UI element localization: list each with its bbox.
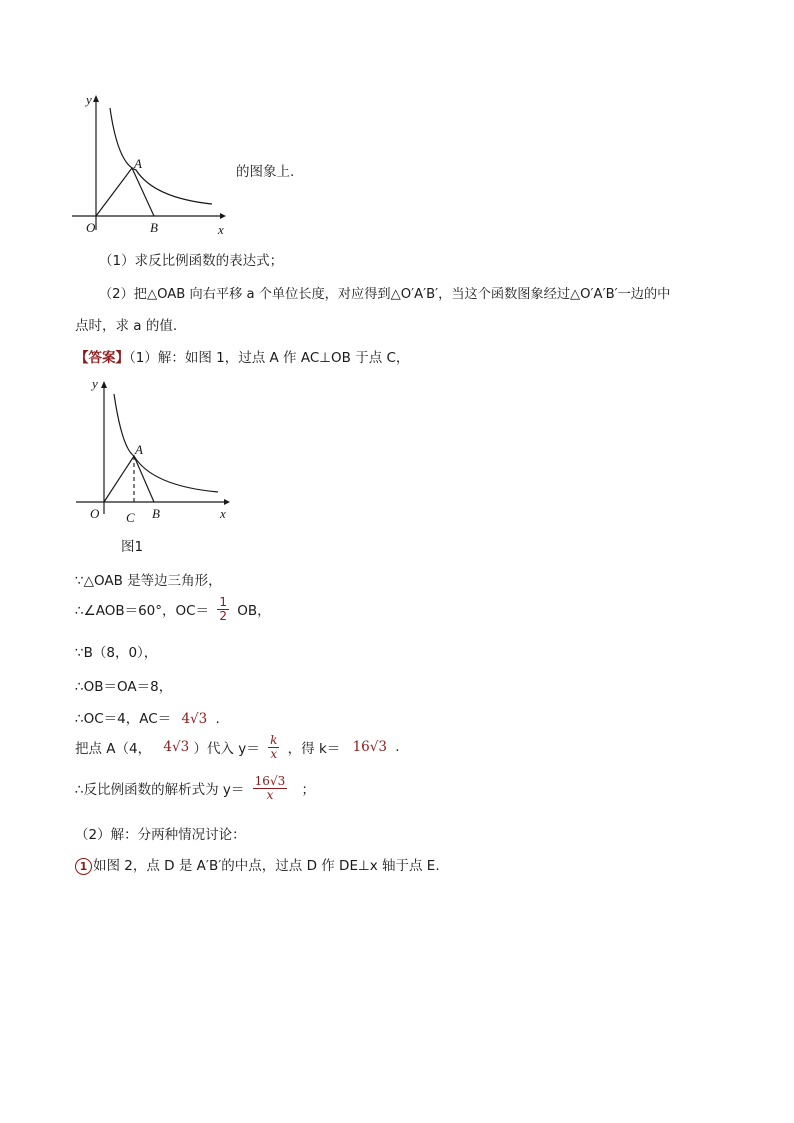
y-axis-arrow: [93, 95, 99, 102]
figure2-caption: 图1: [121, 539, 144, 555]
answer-line: [75, 346, 409, 366]
figure1-tail-text: 的图象上.: [236, 164, 295, 180]
y-axis-arrow: [101, 381, 107, 388]
question-1: （1）求反比例函数的表达式；: [99, 253, 284, 269]
label-c: C: [126, 510, 135, 524]
label-x: x: [220, 506, 226, 521]
frac-den: x: [270, 746, 278, 761]
frac-num: 1: [219, 595, 227, 609]
frac-den: x: [266, 787, 274, 802]
answer-tag: 【答案】: [75, 350, 129, 366]
sol-6-value: 4√3: [163, 739, 190, 756]
sol-5-pre: ∴OC＝4，AC＝: [75, 711, 172, 727]
frac-den: 2: [219, 608, 227, 623]
label-b: B: [150, 220, 158, 235]
figure-2: [68, 374, 238, 524]
sol-6-k: 16√3: [352, 739, 387, 756]
frac-16root3-over-x: [253, 775, 288, 801]
sol-line-2: [75, 596, 271, 622]
frac-one-half: [217, 596, 229, 622]
sol-line-4: ∴OB＝OA＝8，: [75, 679, 173, 695]
sol-7-pre: ∴反比例函数的解析式为 y＝: [75, 782, 245, 799]
triangle-oab: [104, 456, 154, 502]
label-a: A: [134, 156, 142, 171]
sol-5-value: 4√3: [181, 711, 208, 727]
label-a: A: [135, 442, 143, 457]
sol-6-mid2: ，得 k＝: [287, 741, 341, 758]
figure-1: [62, 86, 232, 238]
label-y: y: [86, 92, 92, 107]
label-x: x: [218, 222, 224, 237]
triangle-oab: [96, 168, 154, 216]
label-y: y: [92, 376, 98, 391]
frac-num: k: [270, 733, 278, 747]
hyperbola-curve: [114, 394, 218, 492]
x-axis-arrow: [220, 213, 226, 219]
sol-line-7: [75, 775, 315, 801]
question-2-line2: 点时，求 a 的值.: [75, 318, 178, 334]
frac-num: 16√3: [254, 774, 286, 788]
sol-2-pre: ∴∠AOB＝60°，OC＝: [75, 603, 210, 620]
x-axis-arrow: [224, 499, 230, 505]
label-o: O: [90, 506, 100, 521]
sol-6-pre: 把点 A（4，: [75, 741, 152, 758]
sol-2-post: OB，: [237, 603, 271, 620]
sol-7-post: ；: [301, 782, 316, 799]
label-b: B: [152, 506, 160, 521]
sol-line-5: [75, 707, 220, 727]
part2-case1: [75, 854, 440, 875]
frac-k-over-x: [268, 734, 279, 760]
hyperbola-curve: [110, 108, 212, 204]
case1-text: 如图 2，点 D 是 A′B′的中点，过点 D 作 DE⊥x 轴于点 E.: [93, 858, 440, 874]
part2-intro: （2）解：分两种情况讨论：: [75, 827, 246, 843]
sol-6-mid: ）代入 y＝: [193, 741, 260, 758]
sol-line-1: ∵△OAB 是等边三角形，: [75, 573, 222, 589]
sol-6-post: .: [395, 739, 400, 756]
sol-line-6: [75, 734, 400, 760]
sol-5-post: .: [215, 711, 220, 727]
answer-text: （1）解：如图 1，过点 A 作 AC⊥OB 于点 C，: [129, 350, 410, 366]
sol-line-3: ∵B（8，0），: [75, 645, 158, 661]
question-2-line1: （2）把△OAB 向右平移 a 个单位长度，对应得到△O′A′B′，当这个函数图象经过△O′A′B′一边的中: [99, 287, 671, 302]
circled-number-one: 1: [75, 858, 92, 875]
label-o: O: [86, 220, 96, 235]
